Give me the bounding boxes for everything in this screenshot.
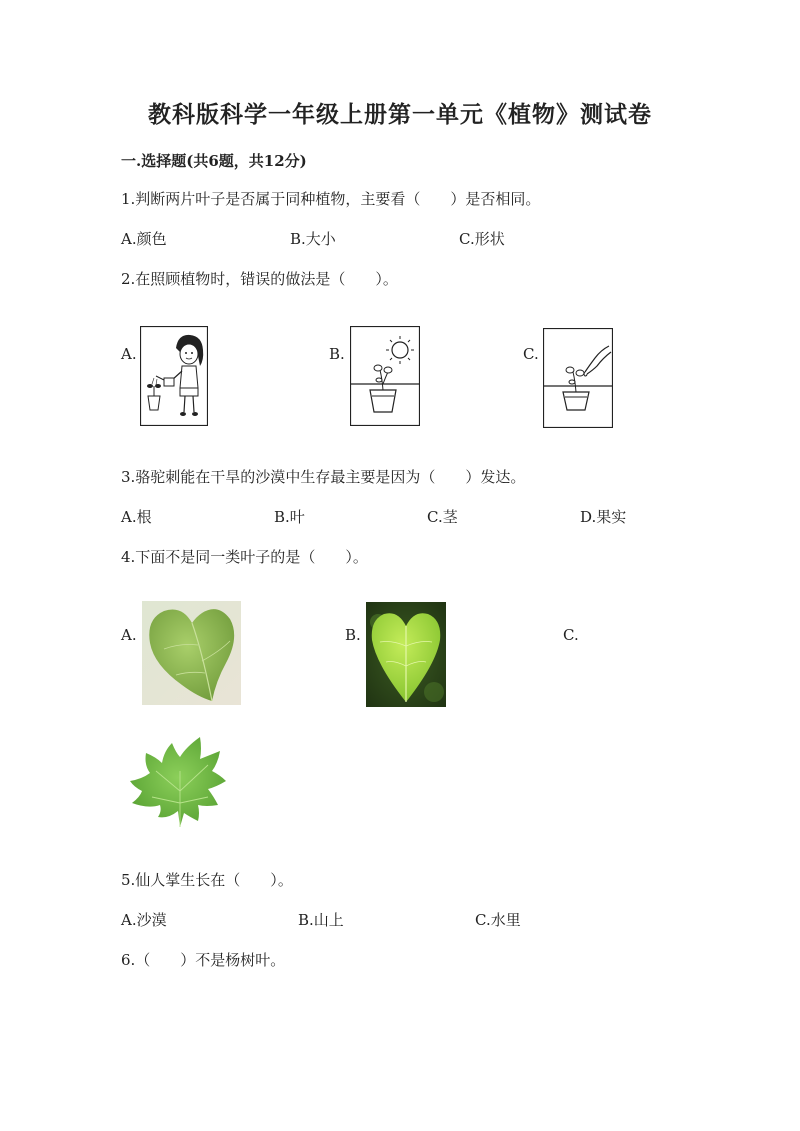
q1-option-c[interactable]: C.形状 xyxy=(459,230,505,248)
q3-option-d[interactable]: D.果实 xyxy=(580,508,627,526)
question-5: 5.仙人掌生长在（ ）。 xyxy=(121,871,293,889)
question-3: 3.骆驼刺能在干旱的沙漠中生存最主要是因为（ ）发达。 xyxy=(121,468,526,486)
maple-like-leaf-image xyxy=(128,731,228,831)
q2-option-a[interactable]: A. xyxy=(121,345,137,363)
heart-leaf-dark-image xyxy=(366,602,446,707)
q2-option-c[interactable]: C. xyxy=(523,345,539,363)
plant-in-sun-image xyxy=(350,326,420,426)
question-1: 1.判断两片叶子是否属于同种植物，主要看（ ）是否相同。 xyxy=(121,190,541,208)
q4-option-b[interactable]: B. xyxy=(345,626,361,644)
q3-option-b[interactable]: B.叶 xyxy=(274,508,305,526)
q5-option-c[interactable]: C.水里 xyxy=(475,911,521,929)
q2-option-b[interactable]: B. xyxy=(329,345,345,363)
question-4: 4.下面不是同一类叶子的是（ ）。 xyxy=(121,548,368,566)
q1-option-a[interactable]: A.颜色 xyxy=(121,230,167,248)
hand-touching-plant-image xyxy=(543,328,613,428)
question-2: 2.在照顾植物时，错误的做法是（ ）。 xyxy=(121,270,398,288)
heart-leaf-light-image xyxy=(142,601,241,705)
q5-option-b[interactable]: B.山上 xyxy=(298,911,344,929)
q4-option-a[interactable]: A. xyxy=(121,626,137,644)
section-heading: 一.选择题(共6题，共12分) xyxy=(121,152,307,170)
q3-option-a[interactable]: A.根 xyxy=(121,508,152,526)
q4-option-c[interactable]: C. xyxy=(563,626,579,644)
q1-option-b[interactable]: B.大小 xyxy=(290,230,336,248)
q5-option-a[interactable]: A.沙漠 xyxy=(121,911,167,929)
girl-watering-plant-image xyxy=(140,326,208,426)
q3-option-c[interactable]: C.茎 xyxy=(427,508,458,526)
page-title: 教科版科学一年级上册第一单元《植物》测试卷 xyxy=(148,101,652,128)
question-6: 6.（ ）不是杨树叶。 xyxy=(121,951,286,969)
